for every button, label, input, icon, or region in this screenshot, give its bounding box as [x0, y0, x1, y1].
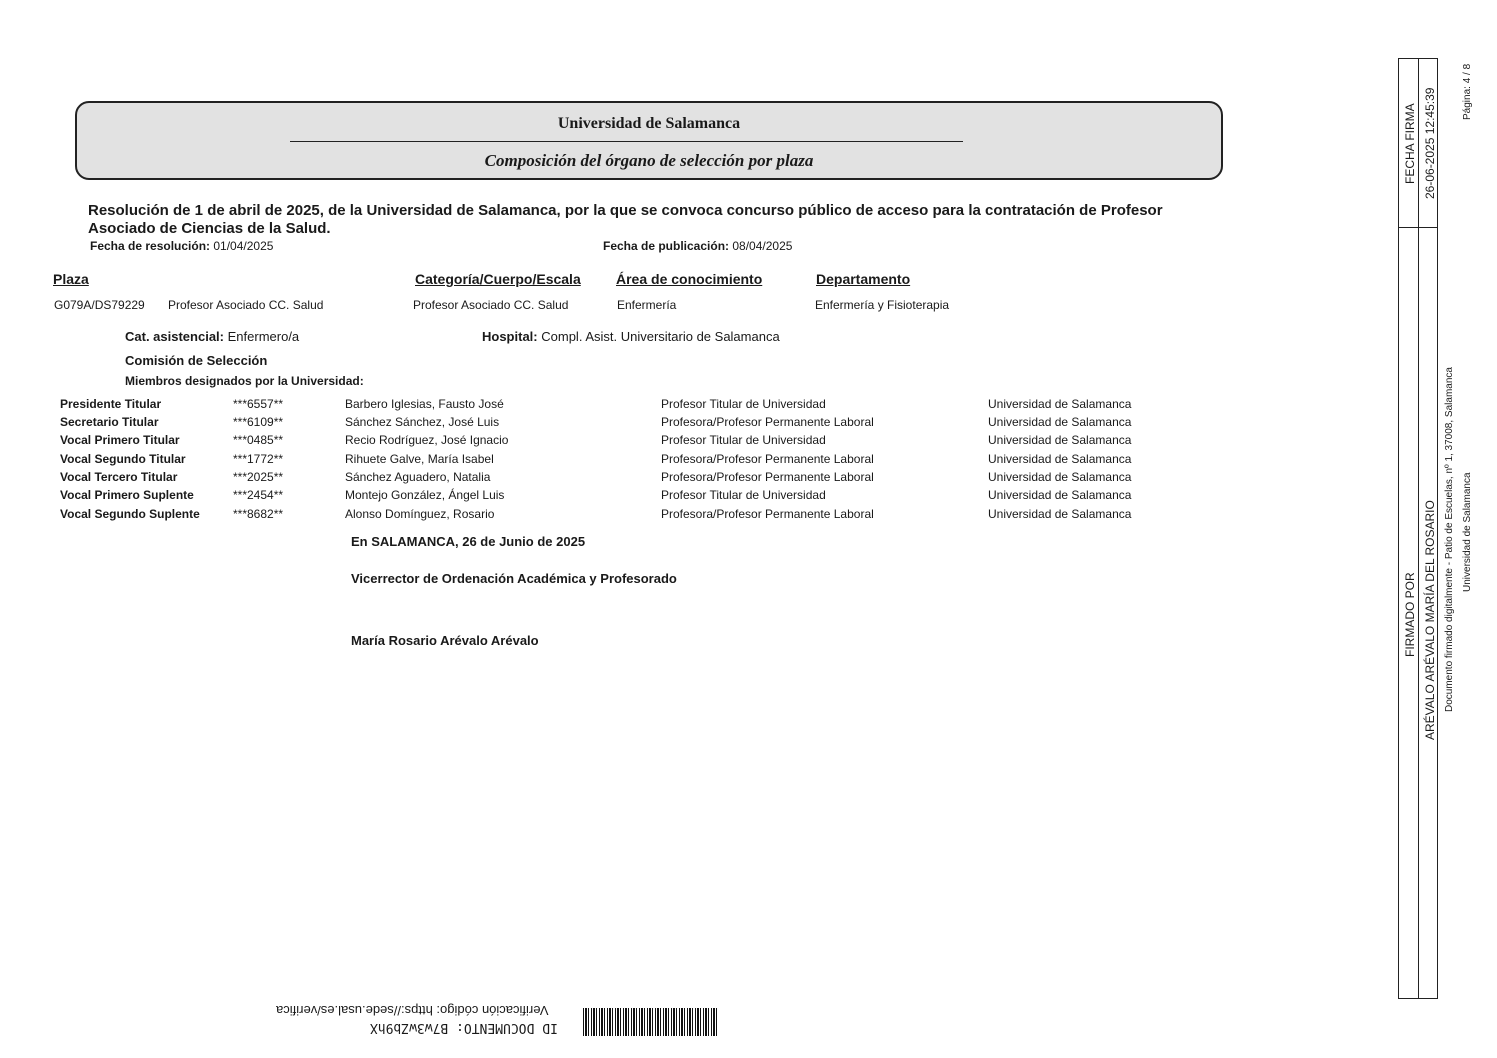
member-categoria: Profesor Titular de Universidad	[661, 397, 826, 411]
member-dni: ***1772**	[233, 452, 284, 466]
member-categoria: Profesor Titular de Universidad	[661, 488, 826, 502]
barcode	[583, 1008, 719, 1036]
firmante-nombre: María Rosario Arévalo Arévalo	[351, 633, 539, 648]
plaza-area: Enfermería	[617, 298, 677, 312]
documento-info: Documento firmado digitalmente - Patio de Escuelas, nº 1, 37008, Salamanca	[1444, 367, 1455, 712]
member-universidad: Universidad de Salamanca	[988, 470, 1132, 484]
member-categoria: Profesora/Profesor Permanente Laboral	[661, 470, 874, 484]
fecha-resolucion-label: Fecha de resolución:	[90, 239, 211, 253]
member-categoria: Profesora/Profesor Permanente Laboral	[661, 415, 874, 429]
fecha-firma-label: FECHA FIRMA	[1403, 103, 1417, 184]
resolucion-text: Resolución de 1 de abril de 2025, de la Universidad de Salamanca, por la que se convoca concurso público de acceso para la contratación de Profesor Asociado de Ciencias de la Salud.	[88, 202, 1163, 237]
header-title: Universidad de Salamanca	[557, 115, 741, 132]
comision-title: Comisión de Selección	[125, 353, 268, 368]
member-nombre: Barbero Iglesias, Fausto José	[345, 397, 504, 411]
th-categoria: Categoría/Cuerpo/Escala	[415, 271, 581, 287]
member-dni: ***8682**	[233, 507, 284, 521]
id-documento: ID DOCUMENTO: B7w3wZb9hX	[370, 1020, 558, 1035]
member-categoria: Profesora/Profesor Permanente Laboral	[661, 507, 874, 521]
fecha-publicacion-value: 08/04/2025	[732, 239, 793, 253]
member-cargo: Vocal Primero Titular	[60, 433, 180, 447]
plaza-departamento: Enfermería y Fisioterapia	[815, 298, 950, 312]
member-categoria: Profesora/Profesor Permanente Laboral	[661, 452, 874, 466]
member-nombre: Montejo González, Ángel Luis	[345, 488, 505, 502]
plaza-categoria: Profesor Asociado CC. Salud	[413, 298, 569, 312]
member-dni: ***0485**	[233, 433, 284, 447]
firmado-por-value: ARÉVALO ARÉVALO MARÍA DEL ROSARIO	[1423, 500, 1437, 740]
cat-asistencial-label: Cat. asistencial:	[125, 329, 224, 344]
member-universidad: Universidad de Salamanca	[988, 452, 1132, 466]
cat-asistencial-value: Enfermero/a	[227, 329, 300, 344]
lugar-fecha: En SALAMANCA, 26 de Junio de 2025	[351, 534, 586, 549]
th-area: Área de conocimiento	[616, 271, 763, 287]
header-divider	[290, 141, 963, 142]
sidebar-universidad: Universidad de Salamanca	[1462, 472, 1473, 592]
member-universidad: Universidad de Salamanca	[988, 488, 1132, 502]
member-dni: ***6109**	[233, 415, 284, 429]
th-plaza: Plaza	[53, 271, 89, 287]
member-dni: ***2454**	[233, 488, 284, 502]
hospital-label: Hospital:	[482, 329, 538, 344]
member-cargo: Vocal Tercero Titular	[60, 470, 178, 484]
member-cargo: Secretario Titular	[60, 415, 159, 429]
member-nombre: Sánchez Sánchez, José Luis	[345, 415, 500, 429]
cat-asistencial	[125, 329, 299, 344]
hospital-value: Compl. Asist. Universitario de Salamanca	[541, 329, 780, 344]
member-dni: ***2025**	[233, 470, 284, 484]
member-universidad: Universidad de Salamanca	[988, 507, 1132, 521]
pagina: Página: 4 / 8	[1462, 63, 1473, 120]
hospital	[482, 329, 780, 344]
member-cargo: Vocal Segundo Titular	[60, 452, 186, 466]
fecha-resolucion	[90, 239, 273, 253]
header-subtitle: Composición del órgano de selección por plaza	[484, 151, 814, 170]
plaza-nombre: Profesor Asociado CC. Salud	[168, 298, 324, 312]
member-nombre: Sánchez Aguadero, Natalia	[345, 470, 491, 484]
firmante-cargo: Vicerrector de Ordenación Académica y Profesorado	[351, 571, 677, 586]
header-box	[75, 101, 1223, 180]
verificacion-codigo: Verificación código: https://sede.usal.es/verifica	[276, 1003, 549, 1018]
comision-subtitle: Miembros designados por la Universidad:	[125, 374, 364, 388]
member-cargo: Presidente Titular	[60, 397, 162, 411]
member-nombre: Rihuete Galve, María Isabel	[345, 452, 494, 466]
member-universidad: Universidad de Salamanca	[988, 397, 1132, 411]
member-dni: ***6557**	[233, 397, 284, 411]
member-universidad: Universidad de Salamanca	[988, 415, 1132, 429]
member-nombre: Alonso Domínguez, Rosario	[345, 507, 495, 521]
member-cargo: Vocal Segundo Suplente	[60, 507, 200, 521]
member-cargo: Vocal Primero Suplente	[60, 488, 194, 502]
member-categoria: Profesor Titular de Universidad	[661, 433, 826, 447]
plaza-codigo: G079A/DS79229	[54, 298, 145, 312]
member-nombre: Recio Rodríguez, José Ignacio	[345, 433, 509, 447]
fecha-publicacion-label: Fecha de publicación:	[603, 239, 730, 253]
fecha-publicacion	[603, 239, 792, 253]
fecha-firma-value: 26-06-2025 12:45:39	[1423, 87, 1437, 199]
fecha-resolucion-value: 01/04/2025	[213, 239, 274, 253]
th-departamento: Departamento	[816, 271, 911, 287]
firmado-por-label: FIRMADO POR	[1403, 572, 1417, 657]
member-universidad: Universidad de Salamanca	[988, 433, 1132, 447]
